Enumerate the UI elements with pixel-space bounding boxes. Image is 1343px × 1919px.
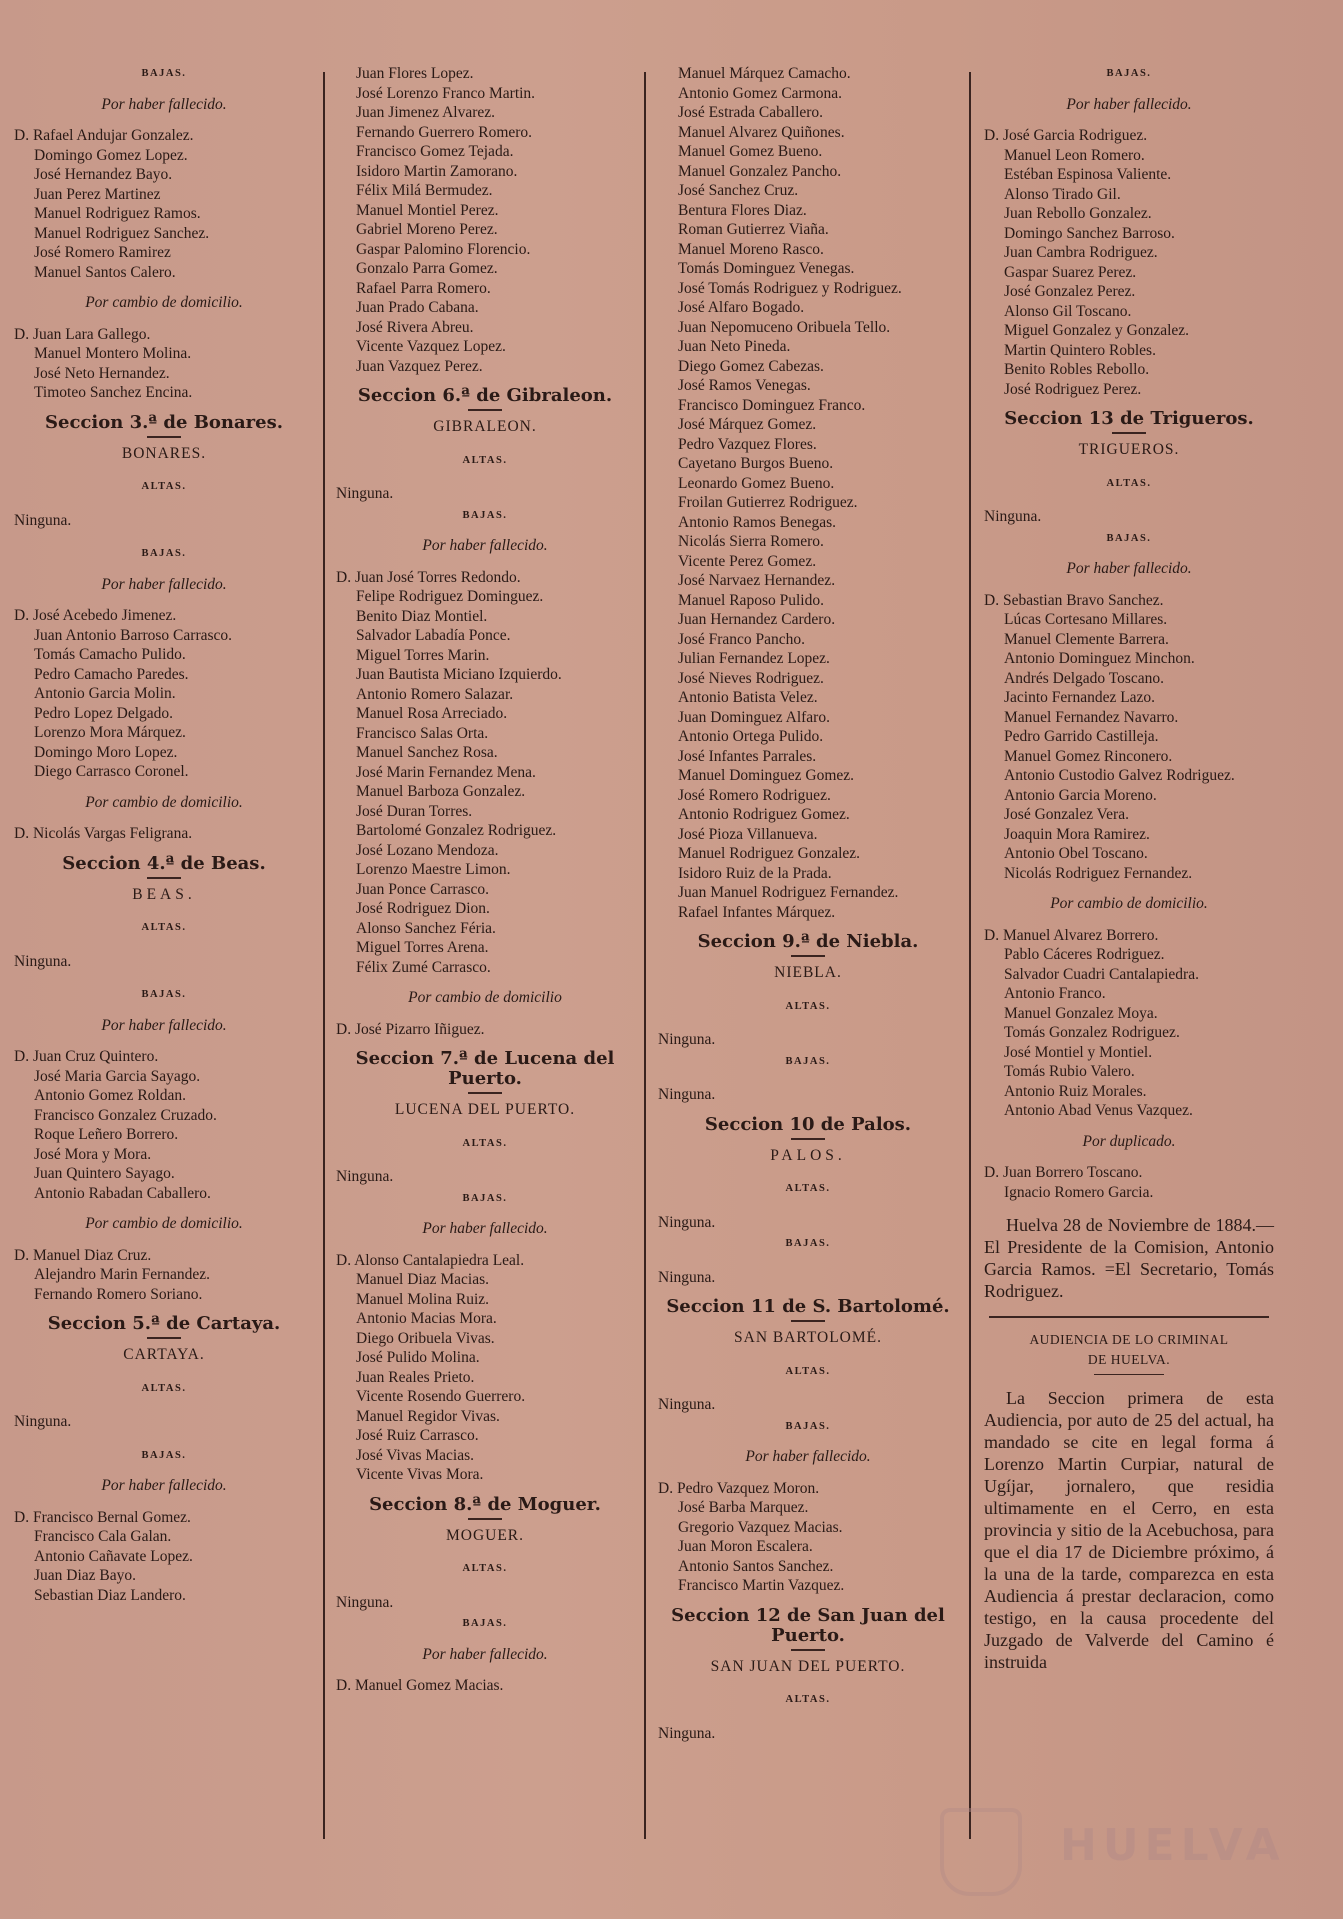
- name-entry: Manuel Rosa Arreciado.: [356, 705, 508, 722]
- name-entry: Manuel Rodriguez Sanchez.: [34, 224, 210, 242]
- name-entry: José Márquez Gomez.: [678, 416, 817, 433]
- name-entry: José Nieves Rodriguez.: [678, 669, 824, 687]
- section-title: Seccion 3.ª de Bonares.: [45, 411, 283, 433]
- name-entry: Antonio Ruiz Morales.: [1004, 1082, 1147, 1100]
- name-entry: Roman Gutierrez Viaña.: [678, 221, 829, 238]
- name-entry: Fernando Guerrero Romero.: [356, 123, 533, 141]
- cause-heading: Por haber fallecido.: [422, 1645, 548, 1663]
- name-list: [658, 1479, 958, 1596]
- name-list: [984, 926, 1274, 1121]
- name-entry: Manuel Alvarez Quiñones.: [678, 123, 845, 141]
- name-entry: Manuel Leon Romero.: [1004, 146, 1145, 164]
- name-entry: D. Alonso Cantalapiedra Leal.: [336, 1251, 525, 1269]
- name-entry: Vicente Perez Gomez.: [678, 552, 817, 570]
- name-list: [658, 64, 958, 922]
- name-entry: Juan Quintero Sayago.: [34, 1165, 175, 1182]
- town-heading: BEAS.: [132, 885, 196, 903]
- town-heading: SAN JUAN DEL PUERTO.: [710, 1657, 906, 1675]
- name-entry: José Vivas Macias.: [356, 1446, 475, 1464]
- name-entry: Leonardo Gomez Bueno.: [678, 474, 835, 492]
- none-entry: Ninguna.: [14, 952, 72, 970]
- name-entry: Manuel Gonzalez Moya.: [1004, 1004, 1158, 1022]
- name-entry: Domingo Gomez Lopez.: [34, 146, 188, 164]
- name-entry: Pedro Camacho Paredes.: [34, 665, 189, 683]
- cause-heading: Por duplicado.: [1082, 1132, 1176, 1150]
- name-entry: José Rodriguez Dion.: [356, 900, 490, 917]
- name-entry: D. Juan Borrero Toscano.: [984, 1164, 1143, 1181]
- column-rule: [323, 72, 325, 1839]
- name-entry: José Tomás Rodriguez y Rodriguez.: [678, 279, 902, 297]
- none-entry: Ninguna.: [336, 1168, 394, 1185]
- name-entry: D. Juan Cruz Quintero.: [14, 1048, 159, 1065]
- name-entry: Martin Quintero Robles.: [1004, 341, 1156, 359]
- name-entry: José Montiel y Montiel.: [1004, 1043, 1153, 1061]
- town-heading: LUCENA DEL PUERTO.: [394, 1101, 576, 1118]
- name-entry: Isidoro Ruiz de la Prada.: [678, 864, 832, 882]
- altas-heading: ALTAS.: [785, 1365, 831, 1377]
- name-entry: D. Manuel Alvarez Borrero.: [984, 926, 1159, 944]
- name-entry: Manuel Márquez Camacho.: [678, 65, 851, 82]
- name-entry: Manuel Rodriguez Ramos.: [34, 205, 201, 222]
- name-entry: Jacinto Fernandez Lazo.: [1004, 689, 1156, 706]
- name-list: [336, 64, 634, 376]
- bajas-heading: BAJAS.: [141, 1449, 187, 1461]
- name-entry: Lúcas Cortesano Millares.: [1004, 611, 1168, 628]
- name-entry: Roque Leñero Borrero.: [34, 1126, 179, 1143]
- name-entry: Joaquin Mora Ramirez.: [1004, 825, 1150, 843]
- name-entry: Antonio Macias Mora.: [356, 1310, 497, 1327]
- bajas-heading: BAJAS.: [785, 1055, 831, 1067]
- name-entry: Manuel Regidor Vivas.: [356, 1407, 500, 1425]
- audiencia-subtitle: DE HUELVA.: [1087, 1352, 1171, 1367]
- name-entry: Juan Perez Martinez: [34, 185, 161, 203]
- name-entry: Tomás Camacho Pulido.: [34, 646, 186, 663]
- name-entry: D. Nicolás Vargas Feligrana.: [14, 825, 193, 842]
- name-entry: Vicente Rosendo Guerrero.: [356, 1388, 526, 1405]
- bajas-heading: BAJAS.: [141, 68, 187, 79]
- altas-heading: ALTAS.: [141, 922, 187, 933]
- name-entry: José Pulido Molina.: [356, 1349, 480, 1366]
- name-entry: José Romero Rodriguez.: [678, 786, 831, 804]
- name-entry: José Hernandez Bayo.: [34, 166, 173, 183]
- name-entry: Felipe Rodriguez Dominguez.: [356, 588, 544, 605]
- name-entry: José Duran Torres.: [356, 802, 473, 820]
- none-entry: Ninguna.: [336, 1593, 394, 1611]
- name-entry: Francisco Dominguez Franco.: [678, 396, 866, 414]
- name-entry: Gonzalo Parra Gomez.: [356, 260, 498, 277]
- bajas-heading: BAJAS.: [462, 509, 508, 521]
- name-entry: Juan Prado Cabana.: [356, 299, 479, 316]
- none-entry: Ninguna.: [336, 485, 394, 502]
- name-entry: Salvador Labadía Ponce.: [356, 627, 511, 644]
- name-list: [336, 568, 634, 978]
- name-list: [14, 606, 314, 782]
- cause-heading: Por haber fallecido.: [101, 1477, 227, 1494]
- column-rule: [644, 72, 646, 1839]
- divider: [791, 955, 825, 957]
- name-entry: Antonio Garcia Molin.: [34, 685, 176, 702]
- name-entry: Manuel Gonzalez Pancho.: [678, 162, 842, 180]
- name-entry: Manuel Dominguez Gomez.: [678, 767, 855, 784]
- name-entry: José Franco Pancho.: [678, 630, 805, 648]
- bajas-heading: BAJAS.: [462, 1618, 508, 1629]
- column-2: [336, 64, 634, 1899]
- column-1: [14, 64, 314, 1899]
- divider: [468, 1518, 502, 1520]
- name-entry: Manuel Barboza Gonzalez.: [356, 783, 526, 800]
- name-entry: José Neto Hernandez.: [34, 364, 170, 382]
- name-entry: Antonio Batista Velez.: [678, 689, 818, 706]
- name-entry: Fernando Romero Soriano.: [34, 1285, 203, 1303]
- cause-heading: Por haber fallecido.: [422, 1220, 548, 1237]
- name-entry: Andrés Delgado Toscano.: [1004, 669, 1165, 687]
- name-entry: D. José Garcia Rodriguez.: [984, 127, 1148, 144]
- name-entry: D. Sebastian Bravo Sanchez.: [984, 591, 1164, 609]
- name-entry: Antonio Cañavate Lopez.: [34, 1547, 193, 1565]
- divider: [468, 409, 502, 411]
- name-entry: Tomás Gonzalez Rodriguez.: [1004, 1024, 1180, 1041]
- bajas-heading: BAJAS.: [462, 1192, 508, 1204]
- name-entry: Nicolás Sierra Romero.: [678, 533, 824, 550]
- town-heading: TRIGUEROS.: [1078, 441, 1180, 458]
- name-entry: Pablo Cáceres Rodriguez.: [1004, 946, 1165, 963]
- name-entry: Juan Nepomuceno Oribuela Tello.: [678, 318, 891, 336]
- name-entry: Nicolás Rodriguez Fernandez.: [1004, 864, 1193, 882]
- bajas-heading: BAJAS.: [141, 548, 187, 559]
- divider: [791, 1649, 825, 1651]
- name-entry: D. Francisco Bernal Gomez.: [14, 1508, 191, 1526]
- name-entry: Antonio Rodriguez Gomez.: [678, 806, 850, 823]
- name-entry: José Lozano Mendoza.: [356, 841, 499, 859]
- section-title: Seccion 9.ª de Niebla.: [697, 931, 919, 952]
- name-entry: José Mora y Mora.: [34, 1145, 152, 1163]
- altas-heading: ALTAS.: [141, 1382, 187, 1394]
- name-entry: Lorenzo Mora Márquez.: [34, 724, 186, 741]
- name-entry: José Romero Ramirez: [34, 244, 171, 261]
- name-entry: Juan Antonio Barroso Carrasco.: [34, 626, 233, 644]
- name-entry: José Gonzalez Vera.: [1004, 806, 1129, 823]
- town-heading: GIBRALEON.: [433, 418, 537, 435]
- name-entry: Manuel Santos Calero.: [34, 263, 176, 281]
- town-heading: CARTAYA.: [123, 1346, 205, 1363]
- column-4: [984, 64, 1274, 1899]
- name-entry: Juan Neto Pineda.: [678, 338, 791, 355]
- name-entry: Pedro Lopez Delgado.: [34, 704, 174, 722]
- section-title: Seccion 13 de Trigueros.: [1004, 408, 1254, 429]
- section-title: Seccion 7.ª de Lucena del Puerto.: [355, 1048, 615, 1089]
- name-entry: Salvador Cuadri Cantalapiedra.: [1004, 965, 1199, 983]
- name-entry: Francisco Cala Galan.: [34, 1528, 172, 1545]
- town-heading: PALOS.: [770, 1146, 846, 1164]
- altas-heading: ALTAS.: [1106, 477, 1152, 489]
- altas-heading: ALTAS.: [462, 1137, 508, 1149]
- none-entry: Ninguna.: [658, 1724, 716, 1742]
- name-entry: Félix Milá Bermudez.: [356, 182, 493, 199]
- name-entry: José Marin Fernandez Mena.: [356, 763, 536, 781]
- name-entry: Manuel Sanchez Rosa.: [356, 744, 498, 761]
- name-list: [984, 591, 1274, 884]
- name-entry: Alonso Tirado Gil.: [1004, 185, 1121, 203]
- name-entry: Manuel Diaz Macias.: [356, 1271, 489, 1288]
- name-list: [14, 1246, 314, 1305]
- none-entry: Ninguna.: [984, 508, 1042, 525]
- name-entry: Manuel Molina Ruiz.: [356, 1290, 490, 1308]
- name-entry: Antonio Gomez Roldan.: [34, 1087, 186, 1104]
- name-entry: Miguel Gonzalez y Gonzalez.: [1004, 322, 1190, 339]
- none-entry: Ninguna.: [658, 1213, 716, 1231]
- bajas-heading: BAJAS.: [1106, 68, 1152, 79]
- name-entry: Juan Ponce Carrasco.: [356, 880, 489, 898]
- name-entry: Vicente Vivas Mora.: [356, 1466, 484, 1483]
- name-entry: Antonio Obel Toscano.: [1004, 845, 1148, 862]
- name-entry: Antonio Garcia Moreno.: [1004, 786, 1157, 804]
- name-entry: Domingo Moro Lopez.: [34, 743, 178, 761]
- divider: [791, 1138, 825, 1140]
- name-entry: Manuel Gomez Bueno.: [678, 143, 823, 160]
- name-entry: Benito Robles Rebollo.: [1004, 361, 1150, 378]
- name-entry: Pedro Vazquez Flores.: [678, 435, 817, 453]
- altas-heading: ALTAS.: [785, 1694, 831, 1705]
- name-entry: Juan Moron Escalera.: [678, 1538, 813, 1555]
- none-entry: Ninguna.: [658, 1086, 716, 1103]
- column-3: [658, 64, 958, 1899]
- name-entry: D. Manuel Diaz Cruz.: [14, 1246, 152, 1264]
- name-entry: José Lorenzo Franco Martin.: [356, 84, 536, 102]
- name-entry: Juan Vazquez Perez.: [356, 357, 483, 375]
- name-entry: D. Pedro Vazquez Moron.: [658, 1479, 820, 1497]
- name-list: [14, 1047, 314, 1203]
- divider: [1112, 432, 1146, 434]
- name-entry: José Ruiz Carrasco.: [356, 1427, 479, 1444]
- name-entry: D. José Pizarro Iñiguez.: [336, 1020, 485, 1038]
- name-entry: Estéban Espinosa Valiente.: [1004, 166, 1172, 183]
- section-title: Seccion 8.ª de Moguer.: [369, 1493, 601, 1515]
- name-list: [336, 1251, 634, 1485]
- archive-shield-icon: [940, 1808, 1022, 1896]
- cause-heading: Por haber fallecido.: [1066, 560, 1192, 577]
- name-entry: José Estrada Caballero.: [678, 104, 824, 121]
- cause-heading: Por haber fallecido.: [101, 575, 227, 593]
- name-entry: Isidoro Martin Zamorano.: [356, 162, 518, 180]
- name-entry: Antonio Romero Salazar.: [356, 685, 514, 703]
- name-entry: Juan Cambra Rodriguez.: [1004, 244, 1158, 261]
- town-heading: SAN BARTOLOMÉ.: [734, 1329, 882, 1346]
- name-entry: Manuel Rodriguez Gonzalez.: [678, 845, 861, 862]
- closing-signature: Huelva 28 de Noviembre de 1884.—El Presidente de la Comision, Antonio Garcia Ramos. =El Secretario, Tomás Rodriguez.: [984, 1215, 1274, 1301]
- name-entry: Félix Zumé Carrasco.: [356, 958, 491, 976]
- name-entry: Sebastian Diaz Landero.: [34, 1586, 186, 1604]
- name-entry: Alonso Gil Toscano.: [1004, 302, 1132, 320]
- name-entry: José Gonzalez Perez.: [1004, 283, 1136, 300]
- name-entry: Francisco Gonzalez Cruzado.: [34, 1106, 217, 1124]
- name-list: [14, 325, 314, 403]
- name-entry: D. Manuel Gomez Macias.: [336, 1677, 504, 1694]
- name-entry: Manuel Raposo Pulido.: [678, 591, 824, 609]
- name-entry: Juan Diaz Bayo.: [34, 1567, 137, 1584]
- altas-heading: ALTAS.: [462, 1563, 508, 1574]
- name-entry: Miguel Torres Arena.: [356, 939, 489, 956]
- name-entry: Miguel Torres Marin.: [356, 646, 490, 664]
- name-entry: Juan Rebollo Gonzalez.: [1004, 205, 1152, 222]
- name-entry: Vicente Vazquez Lopez.: [356, 338, 506, 355]
- name-entry: Bentura Flores Diaz.: [678, 201, 807, 219]
- bajas-heading: BAJAS.: [1106, 532, 1152, 544]
- name-entry: Pedro Garrido Castilleja.: [1004, 728, 1159, 745]
- divider: [791, 1320, 825, 1322]
- altas-heading: ALTAS.: [785, 1000, 831, 1012]
- name-entry: José Rivera Abreu.: [356, 318, 474, 336]
- divider: [147, 1337, 181, 1339]
- name-entry: Francisco Salas Orta.: [356, 724, 489, 742]
- name-entry: Antonio Santos Sanchez.: [678, 1557, 834, 1575]
- name-entry: Rafael Infantes Márquez.: [678, 903, 836, 921]
- bajas-heading: BAJAS.: [785, 1238, 831, 1249]
- cause-heading: Por haber fallecido.: [1066, 95, 1192, 113]
- name-entry: Juan Hernandez Cardero.: [678, 611, 836, 628]
- name-entry: José Maria Garcia Sayago.: [34, 1067, 201, 1085]
- name-entry: D. Juan Lara Gallego.: [14, 325, 151, 343]
- name-entry: José Infantes Parrales.: [678, 747, 817, 765]
- none-entry: Ninguna.: [658, 1268, 716, 1286]
- name-entry: D. Juan José Torres Redondo.: [336, 568, 521, 586]
- name-entry: Manuel Fernandez Navarro.: [1004, 708, 1179, 726]
- name-entry: Juan Reales Prieto.: [356, 1368, 475, 1386]
- cause-heading: Por cambio de domicilio.: [85, 294, 243, 311]
- name-entry: Juan Dominguez Alfaro.: [678, 708, 830, 726]
- name-entry: Juan Jimenez Alvarez.: [356, 104, 496, 121]
- name-entry: Antonio Ortega Pulido.: [678, 728, 824, 745]
- watermark: HUELVA: [1060, 1820, 1286, 1871]
- name-entry: Cayetano Burgos Bueno.: [678, 455, 834, 472]
- audiencia-notice: La Seccion primera de esta Audiencia, por auto de 25 del actual, ha mandado se cite en legal forma á Lorenzo Martin Curpiar, natural de Ugíjar, jornalero, que residia ultimamente en el Cerro, en esta provincia y sitio de la Acebuchosa, para que el dia 17 de Diciembre próximo, á la una de la tarde, comparezca en esta Audiencia á prestar declaracion, como testigo, en la causa procedente del Juzgado de Valverde del Camino é instruida: [984, 1388, 1274, 1672]
- name-entry: Tomás Dominguez Venegas.: [678, 260, 855, 277]
- divider: [1094, 1374, 1164, 1375]
- name-entry: José Barba Marquez.: [678, 1499, 809, 1516]
- cause-heading: Por haber fallecido.: [101, 95, 227, 113]
- name-entry: Francisco Martin Vazquez.: [678, 1577, 845, 1594]
- name-entry: Antonio Rabadan Caballero.: [34, 1184, 211, 1202]
- name-entry: José Pioza Villanueva.: [678, 825, 818, 843]
- name-entry: Domingo Sanchez Barroso.: [1004, 224, 1175, 242]
- town-heading: MOGUER.: [445, 1526, 525, 1544]
- name-entry: José Alfaro Bogado.: [678, 299, 805, 316]
- name-entry: José Sanchez Cruz.: [678, 182, 799, 199]
- altas-heading: ALTAS.: [462, 454, 508, 466]
- name-entry: Lorenzo Maestre Limon.: [356, 861, 511, 878]
- name-entry: Rafael Parra Romero.: [356, 279, 491, 297]
- none-entry: Ninguna.: [14, 511, 72, 529]
- cause-heading: Por haber fallecido.: [422, 537, 548, 554]
- divider: [147, 877, 181, 879]
- column-rule: [969, 72, 971, 1839]
- name-list: [336, 1676, 634, 1696]
- name-entry: Gabriel Moreno Perez.: [356, 221, 498, 238]
- name-entry: Froilan Gutierrez Rodriguez.: [678, 494, 858, 511]
- name-entry: Ignacio Romero Garcia.: [1004, 1183, 1154, 1201]
- name-entry: José Ramos Venegas.: [678, 377, 811, 394]
- name-entry: Manuel Clemente Barrera.: [1004, 630, 1169, 648]
- name-entry: Antonio Gomez Carmona.: [678, 84, 843, 102]
- town-heading: BONARES.: [121, 444, 207, 462]
- bajas-heading: BAJAS.: [785, 1420, 831, 1432]
- name-list: [984, 126, 1274, 399]
- name-entry: Alonso Sanchez Féria.: [356, 919, 496, 937]
- section-title: Seccion 12 de San Juan del Puerto.: [671, 1604, 945, 1646]
- name-entry: Tomás Rubio Valero.: [1004, 1063, 1135, 1080]
- name-entry: Diego Oribuela Vivas.: [356, 1329, 495, 1347]
- name-entry: Antonio Custodio Galvez Rodriguez.: [1004, 767, 1235, 784]
- name-entry: Timoteo Sanchez Encina.: [34, 384, 193, 401]
- cause-heading: Por cambio de domicilio.: [1050, 895, 1208, 912]
- section-title: Seccion 4.ª de Beas.: [62, 852, 266, 874]
- name-list: [14, 1508, 314, 1606]
- altas-heading: ALTAS.: [141, 481, 187, 492]
- cause-heading: Por haber fallecido.: [745, 1448, 871, 1465]
- name-entry: Antonio Abad Venus Vazquez.: [1004, 1102, 1193, 1119]
- none-entry: Ninguna.: [14, 1413, 72, 1430]
- name-entry: Antonio Dominguez Minchon.: [1004, 650, 1195, 667]
- cause-heading: Por cambio de domicilio.: [85, 793, 243, 811]
- name-entry: Manuel Montiel Perez.: [356, 201, 499, 219]
- name-entry: D. José Acebedo Jimenez.: [14, 607, 177, 624]
- audiencia-title: AUDIENCIA DE LO CRIMINAL: [1029, 1332, 1229, 1347]
- bajas-heading: BAJAS.: [141, 989, 187, 1000]
- section-title: Seccion 5.ª de Cartaya.: [47, 1313, 281, 1334]
- name-entry: Juan Bautista Miciano Izquierdo.: [356, 666, 562, 683]
- name-list: [14, 126, 314, 282]
- name-entry: José Rodriguez Perez.: [1004, 380, 1142, 398]
- name-entry: Antonio Franco.: [1004, 985, 1106, 1002]
- name-list: [336, 1020, 634, 1040]
- name-entry: Manuel Gomez Rinconero.: [1004, 747, 1173, 765]
- town-heading: NIEBLA.: [774, 964, 842, 981]
- none-entry: Ninguna.: [658, 1031, 716, 1048]
- name-entry: Gaspar Palomino Florencio.: [356, 240, 531, 258]
- name-entry: D. Rafael Andujar Gonzalez.: [14, 127, 194, 144]
- name-entry: José Narvaez Hernandez.: [678, 572, 836, 589]
- section-title: Seccion 10 de Palos.: [704, 1113, 912, 1135]
- divider: [989, 1316, 1269, 1318]
- section-title: Seccion 11 de S. Bartolomé.: [666, 1296, 950, 1317]
- section-title: Seccion 6.ª de Gibraleon.: [357, 385, 613, 406]
- name-entry: Gregorio Vazquez Macias.: [678, 1518, 843, 1536]
- divider: [147, 436, 181, 438]
- cause-heading: Por haber fallecido.: [101, 1016, 227, 1034]
- none-entry: Ninguna.: [658, 1396, 716, 1413]
- name-entry: Diego Gomez Cabezas.: [678, 357, 824, 375]
- name-entry: Bartolomé Gonzalez Rodriguez.: [356, 822, 557, 839]
- altas-heading: ALTAS.: [785, 1183, 831, 1194]
- name-list: [984, 1163, 1274, 1202]
- name-entry: Diego Carrasco Coronel.: [34, 763, 189, 780]
- divider: [468, 1092, 502, 1094]
- name-entry: Juan Manuel Rodriguez Fernandez.: [678, 884, 899, 901]
- name-entry: Julian Fernandez Lopez.: [678, 650, 830, 667]
- cause-heading: Por cambio de domicilio: [408, 989, 562, 1006]
- name-entry: Manuel Montero Molina.: [34, 345, 192, 362]
- name-entry: Antonio Ramos Benegas.: [678, 513, 836, 531]
- name-list: [14, 824, 314, 844]
- name-entry: Benito Diaz Montiel.: [356, 607, 488, 625]
- name-entry: Alejandro Marin Fernandez.: [34, 1266, 211, 1283]
- name-entry: Francisco Gomez Tejada.: [356, 143, 514, 160]
- cause-heading: Por cambio de domicilio.: [85, 1215, 243, 1232]
- name-entry: Gaspar Suarez Perez.: [1004, 263, 1137, 281]
- name-entry: Juan Flores Lopez.: [356, 65, 474, 82]
- name-entry: Manuel Moreno Rasco.: [678, 240, 824, 258]
